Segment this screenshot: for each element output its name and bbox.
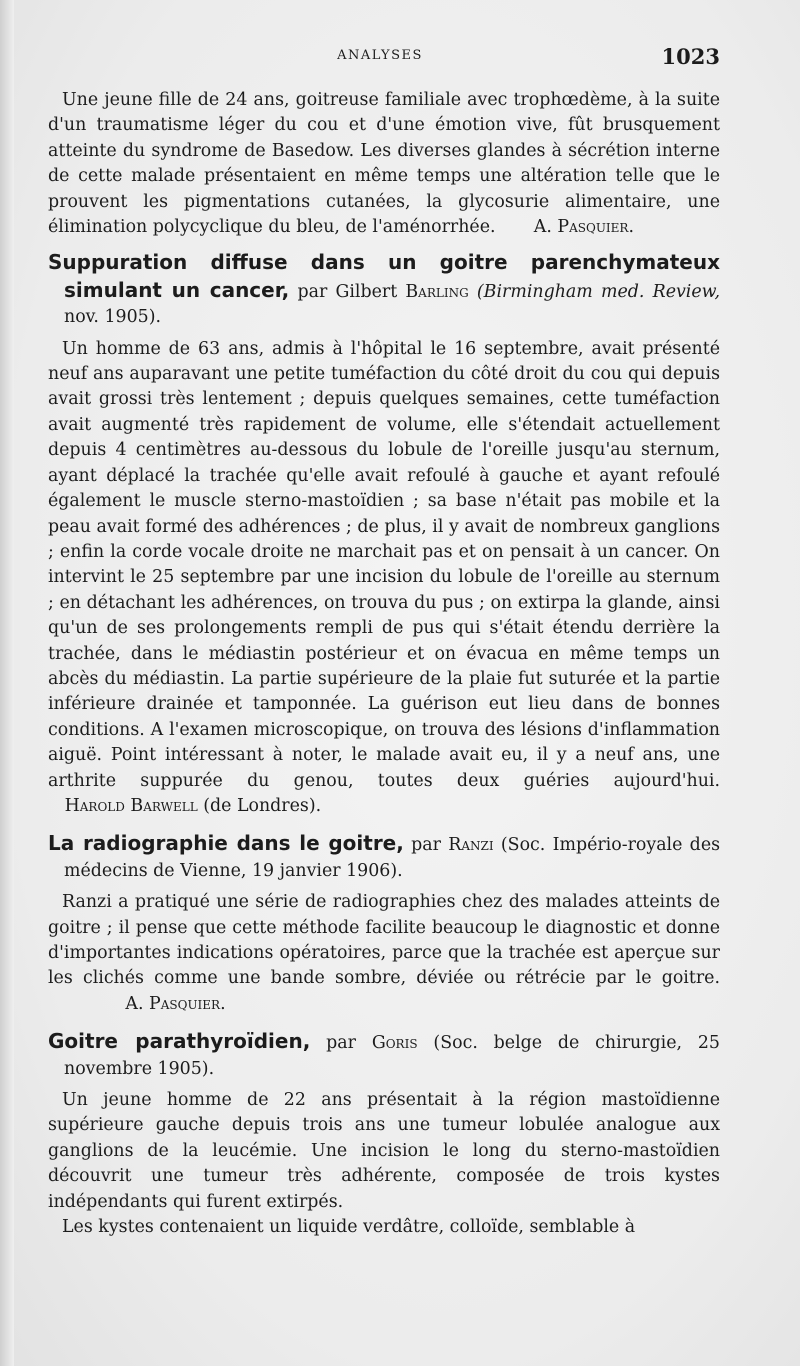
article-author: Ranzi (448, 835, 494, 856)
article-heading (48, 1029, 720, 1082)
page-header (40, 44, 720, 74)
page-spine-shadow (0, 0, 14, 1366)
article-author: Barling (405, 281, 469, 302)
article-title: La radiographie dans le goitre, (48, 831, 404, 856)
article-byline-prefix: par Gilbert (297, 281, 398, 302)
article-date: nov. 1905). (64, 307, 162, 328)
article-title: Goitre parathyroïdien, (48, 1029, 311, 1054)
page-content (48, 88, 720, 1240)
article-title: Suppuration diffuse dans un goitre parenchymateux simulant un cancer, (48, 250, 720, 302)
article-paragraph: Une jeune fille de 24 ans, goitreuse familiale avec trophœdème, à la suite d'un traumatisme léger du cou et d'une émotion vive, fût brusquement atteinte du syndrome de Basedow. Les diverses glandes à sécrétion interne de cette malade présentaient en même temps une altération telle que le prouvent les pigmentations cutanées, la glycosurie alimentaire, une élimination polycyclique du bleu, de l'aménorrhée. (48, 90, 720, 238)
article-signature: A. Pasquier. (533, 217, 634, 238)
article-source: (Birmingham med. Review, (476, 281, 721, 302)
article-heading (48, 831, 720, 884)
article-byline-prefix: par (326, 1033, 356, 1054)
article-paragraph: Un homme de 63 ans, admis à l'hôpital le 16 septembre, avait présenté neuf ans auparavant une petite tuméfaction du côté droit du cou qui depuis avait grossi très lentement ; depuis quelques semaines, cette tuméfaction avait augmenté très rapidement de volume, elle s'étendait actuellement depuis 4 centimètres au-dessous du lobule de l'oreille jusqu'au sternum, ayant déplacé la trachée qu'elle avait refoulé à gauche et ayant refoulé également le muscle sterno-mastoïdien ; sa base n'était pas mobile et la peau avait formé des adhérences ; de plus, il y avait de nombreux ganglions ; enfin la corde vocale droite ne marchait pas et on pensait à un cancer. On intervint le 25 septembre par une incision du lobule de l'oreille au sternum ; en détachant les adhérences, on trouva du pus ; on extirpa la glande, ainsi qu'un de ses prolongements rempli de pus qui s'était étendu derrière la trachée, dans le médiastin postérieur et on évacua en même temps un abcès du médiastin. La partie supérieure de la plaie fut suturée et la partie inférieure drainée et tamponnée. La guérison eut lieu dans de bonnes conditions. A l'examen microscopique, on trouva des lésions d'inflammation aiguë. Point intéressant à noter, le malade avait eu, il y a neuf ans, une arthrite suppurée du genou, toutes deux guéries aujourd'hui. Harold Barwell (de Londres). (48, 338, 720, 816)
article-author: Goris (371, 1033, 418, 1054)
article-paragraph: Un jeune homme de 22 ans présentait à la région mastoïdienne supérieure gauche depuis trois ans une tumeur lobulée analogue aux ganglions de la leucémie. Une incision le long du sterno-mastoïdien découvrit une tumeur très adhérente, composée de trois kystes indépendants qui furent extirpés. (48, 1090, 720, 1212)
article-signature: Harold Barwell (de Londres). (64, 795, 322, 816)
article-parathyroidien (48, 1029, 720, 1240)
article-heading (48, 250, 720, 330)
article-radiographie (48, 831, 720, 1017)
article-signature: A. Pasquier. (125, 993, 226, 1014)
article-paragraph: Ranzi a pratiqué une série de radiographies chez des malades atteints de goitre ; il pense que cette méthode facilite beaucoup le diagnostic et donne d'importantes indications opératoires, parce que la trachée est aperçue sur les clichés comme une bande sombre, déviée ou rétrécie par le goitre. A. Pasquier. (48, 892, 720, 1014)
article-suppuration (48, 250, 720, 819)
page-number: 1023 (661, 44, 720, 69)
article-paragraph: Les kystes contenaient un liquide verdâtre, colloïde, semblable à (62, 1217, 636, 1238)
running-title: ANALYSES (337, 48, 423, 63)
article-basedow (48, 88, 720, 240)
article-byline-prefix: par (411, 835, 441, 856)
article-source: (Soc. Império-royale des médecins de Vienne, 19 janvier 1906). (64, 835, 721, 881)
article-source: (Soc. belge de chirurgie, 25 novembre 1905). (64, 1033, 720, 1079)
